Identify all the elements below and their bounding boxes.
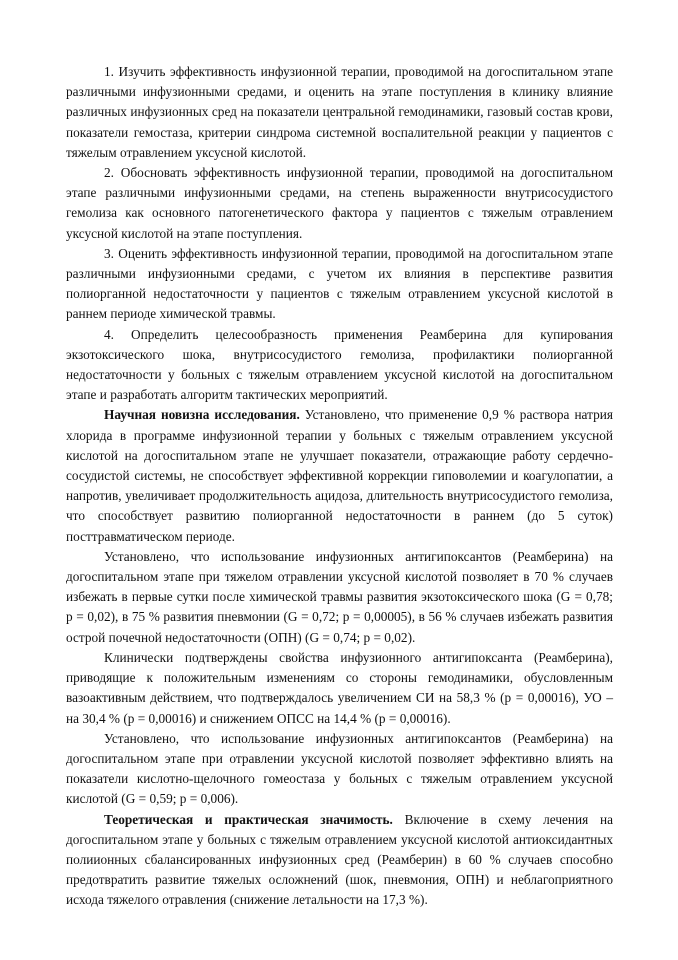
practical-significance-paragraph <box>66 810 613 911</box>
section-heading: Научная новизна исследования. <box>104 407 300 423</box>
paragraph-text: Включение в схему лечения на догоспитальном этапе у больных с тяжелым отравлением уксусной кислотой антиоксидантных полиионных сбалансированных инфузионных сред (Реамберин) в 60 % случаев способно предотвратить развитие тяжелых осложнений (шок, пневмония, ОПН) и неблагоприятного исхода тяжелого отравления (снижение летальности на 17,3 %). <box>66 811 613 908</box>
finding-acid-base-paragraph <box>66 729 613 810</box>
document-page <box>66 62 613 911</box>
paragraph-text: 2. Обосновать эффективность инфузионной терапии, проводимой на догоспитальном этапе различными инфузионными средами, на степень выраженности внутрисосудистого гемолиза как основного патогенетического фактора у пациентов с тяжелым отравлением уксусной кислотой на этапе поступления. <box>66 165 613 241</box>
paragraph-text: Установлено, что использование инфузионных антигипоксантов (Реамберина) на догоспитальном этапе при тяжелом отравлении уксусной кислотой позволяет в 70 % случаев избежать в первые сутки после химической травмы развития экзотоксического шока (G = 0,78; p = 0,02), в 75 % развития пневмонии (G = 0,72; p = 0,00005), в 56 % случаев избежать развития острой почечной недостаточности (ОПН) (G = 0,74; p = 0,02). <box>66 548 613 645</box>
paragraph-text: Установлено, что использование инфузионных антигипоксантов (Реамберина) на догоспитальном этапе при отравлении уксусной кислотой позволяет эффективно влиять на показатели кислотно-щелочного гомеостаза у больных с тяжелым отравлением уксусной кислотой (G = 0,59; p = 0,006). <box>66 730 613 807</box>
finding-shock-paragraph <box>66 547 613 648</box>
paragraph-text: Установлено, что применение 0,9 % раствора натрия хлорида в программе инфузионной терапии у больных с тяжелым отравлением уксусной кислотой на догоспитальном этапе не улучшает показатели, отражающие работу сердечно-сосудистой системы, не способствует эффективной коррекции гиповолемии и коагулопатии, а напротив, увеличивает продолжительность ацидоза, длительность внутрисосудистого гемолиза, что способствует развитию полиорганной недостаточности в раннем (до 5 суток) посттравматическом периоде. <box>66 407 613 544</box>
task-4-paragraph <box>66 325 613 406</box>
scientific-novelty-paragraph <box>66 405 613 546</box>
paragraph-text: 3. Оценить эффективность инфузионной терапии, проводимой на догоспитальном этапе различными инфузионными средами, с учетом их влияния в перспективе развития полиорганной недостаточности у пациентов с тяжелым отравлением уксусной кислотой в раннем периоде химической травмы. <box>66 245 613 322</box>
task-2-paragraph <box>66 163 613 244</box>
task-1-paragraph <box>66 62 613 163</box>
task-3-paragraph <box>66 244 613 325</box>
section-heading: Теоретическая и практическая значимость. <box>104 811 393 827</box>
finding-hemodynamics-paragraph <box>66 648 613 729</box>
paragraph-text: 4. Определить целесообразность применения Реамберина для купирования экзотоксического шока, внутрисосудистого гемолиза, профилактики полиорганной недостаточности у больных с тяжелым отравлением уксусной кислотой на догоспитальном этапе и разработать алгоритм тактических мероприятий. <box>66 326 613 403</box>
paragraph-text: Клинически подтверждены свойства инфузионного антигипоксанта (Реамберина), приводящие к положительным изменениям со стороны гемодинамики, обусловленным вазоактивным действием, что подтверждалось увеличением СИ на 58,3 % (p = 0,00016), УО – на 30,4 % (p = 0,00016) и снижением ОПСС на 14,4 % (p = 0,00016). <box>66 649 613 726</box>
paragraph-text: 1. Изучить эффективность инфузионной терапии, проводимой на догоспитальном этапе различными инфузионными средами, и оценить на этапе поступления в клинику влияние различных инфузионных сред на показатели центральной гемодинамики, газовый состав крови, показатели гемостаза, критерии синдрома системной воспалительной реакции у пациентов с тяжелым отравлением уксусной кислотой. <box>66 64 613 160</box>
